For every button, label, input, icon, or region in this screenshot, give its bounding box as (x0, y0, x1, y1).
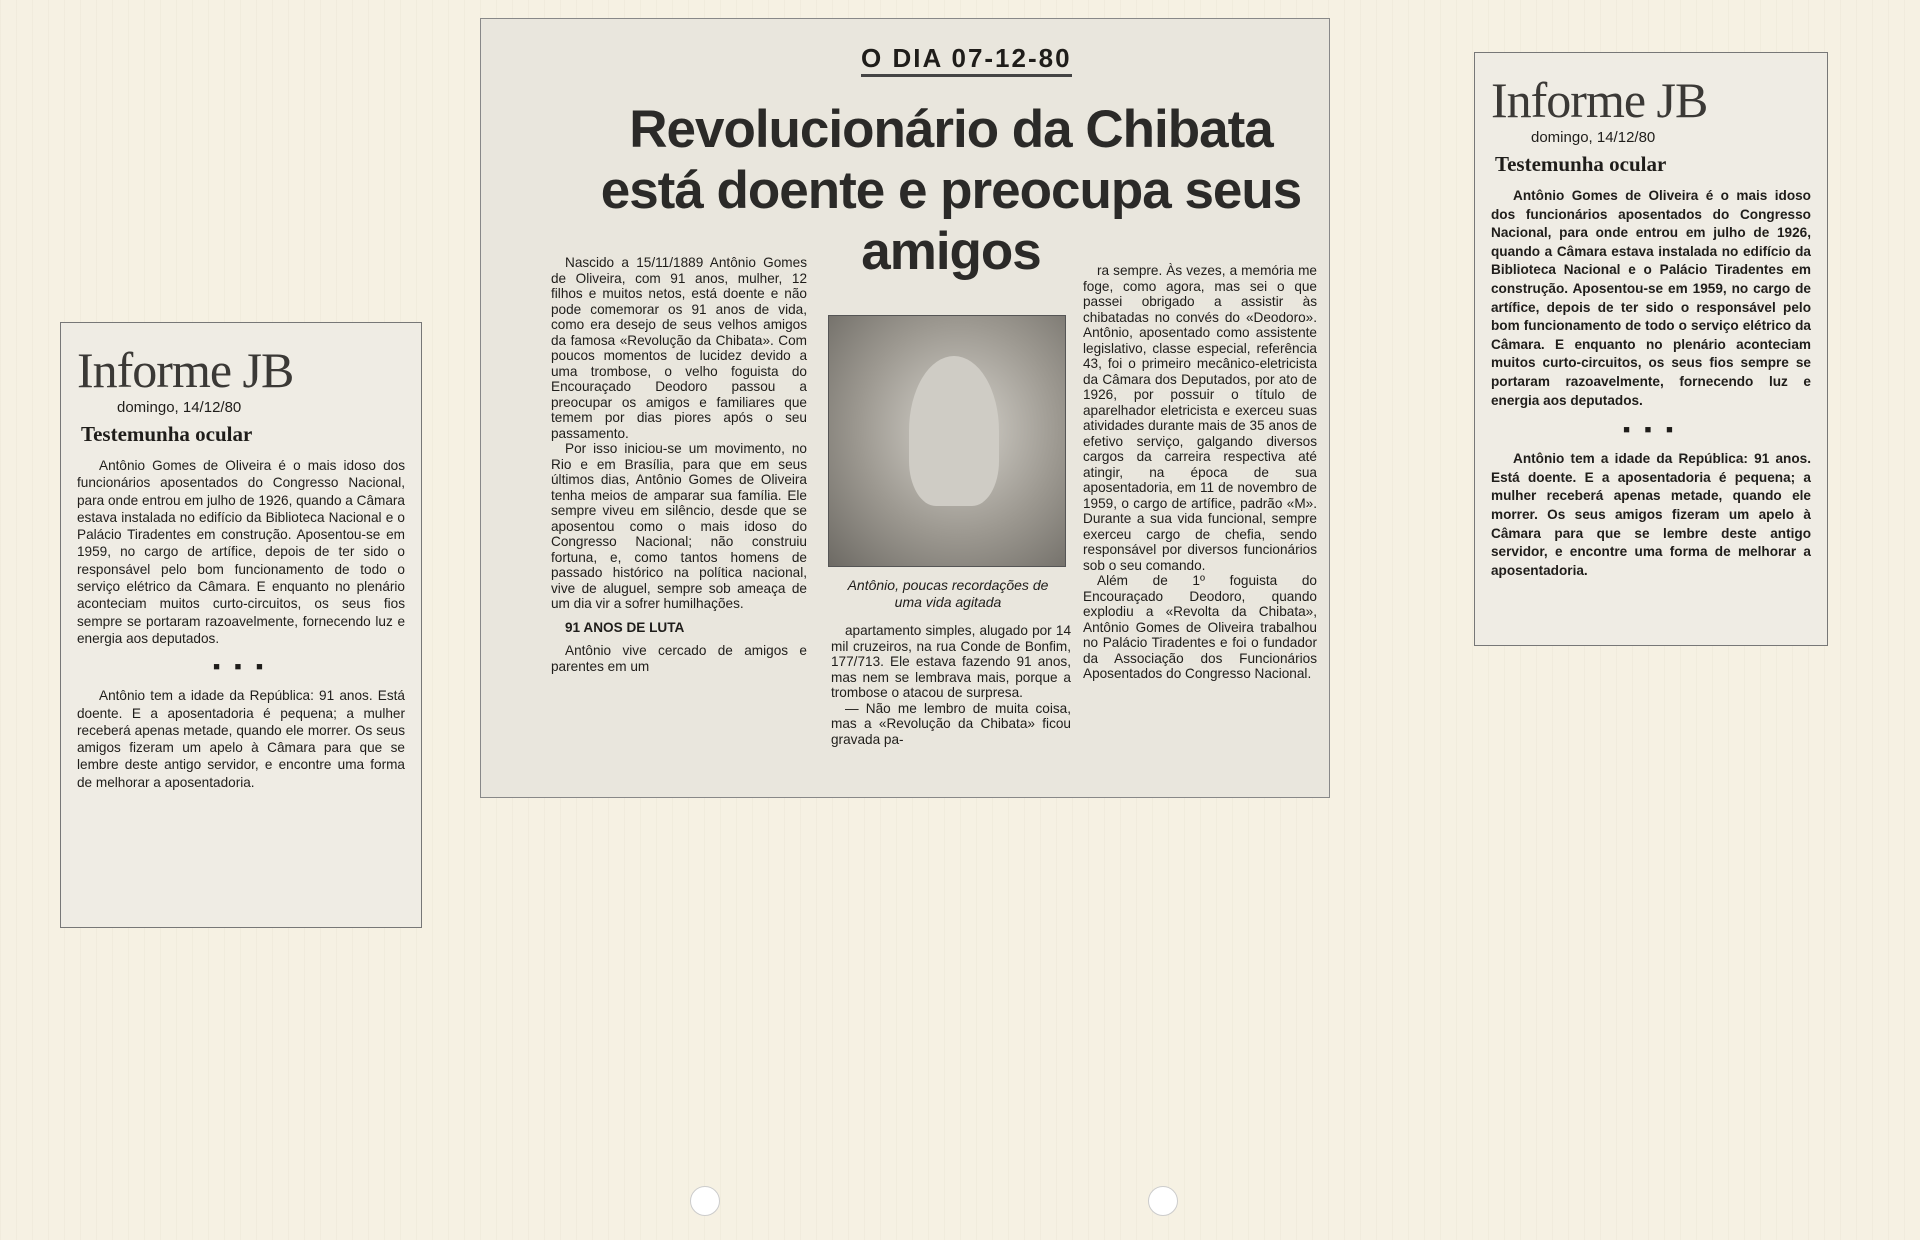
masthead: Informe JB (77, 342, 294, 398)
masthead: Informe JB (1491, 72, 1708, 128)
article-paragraph: apartamento simples, alugado por 14 mil cruzeiros, na rua Conde de Bonfim, 177/713. Ele estava fazendo 91 anos, mas nem se lembrava mais, porque a trombose o atacou de surpresa. (831, 623, 1071, 700)
informe-jb-clipping-left (60, 322, 422, 928)
article-paragraph: Antônio vive cercado de amigos e parentes em um (551, 643, 807, 674)
o-dia-article (480, 18, 1330, 798)
clipping-date: domingo, 14/12/80 (117, 399, 242, 416)
article-paragraph: Por isso iniciou-se um movimento, no Rio e em Brasília, para que em seus últimos dias, Antônio Gomes de Oliveira tenha meios de amparar sua família. Ele sempre viveu em silêncio, desde que se aposentou como o mais idoso do Congresso Nacional; não construiu fortuna, e, como tantos homens de passado histórico na política nacional, vive de aluguel, sempre sob ameaça de um dia vir a sofrer humilhações. (551, 441, 807, 611)
binder-hole (1148, 1186, 1178, 1216)
article-column-2 (831, 623, 1071, 747)
clipping-paragraph: Antônio Gomes de Oliveira é o mais idoso dos funcionários aposentados do Congresso Nacional, para onde entrou em julho de 1926, quando a Câmara estava instalada no edifício da Biblioteca Nacional e o Palácio Tiradentes em construção. Aposentou-se em 1959, no cargo de artífice, depois de ter sido o responsável pelo bom funcionamento de todo o serviço elétrico da Câmara. E enquanto no plenário aconteciam muitos curto-circuitos, os seus fios sempre se portaram razoavelmente, fornecendo luz e energia aos deputados. (1491, 188, 1811, 408)
binder-hole (690, 1186, 720, 1216)
portrait-photo (828, 315, 1066, 567)
headline: Revolucionário da Chibata está doente e preocupa seus amigos (600, 100, 1302, 281)
newspaper-source-date: O DIA 07-12-80 (861, 43, 1072, 77)
clipping-paragraph: Antônio tem a idade da República: 91 anos. Está doente. E a aposentadoria é pequena; a mulher receberá apenas metade, quando ele morrer. Os seus amigos fizeram um apelo à Câmara para que se lembre deste antigo servidor, e encontre uma forma de melhorar a aposentadoria. (1491, 451, 1811, 578)
informe-jb-clipping-right (1474, 52, 1828, 646)
column-kicker: Testemunha ocular (1495, 152, 1667, 176)
article-paragraph: Nascido a 15/11/1889 Antônio Gomes de Oliveira, com 91 anos, mulher, 12 filhos e muitos netos, está doente e não pode comemorar os 91 anos de vida, como era desejo de seus velhos amigos da famosa «Revolução da Chibata». Com poucos momentos de lucidez devido a uma trombose, o velho foguista do Encouraçado Deodoro passou a preocupar os amigos e familiares que temem por dias piores após o seu passamento. (551, 255, 807, 441)
article-paragraph: ra sempre. Às vezes, a memória me foge, como agora, mas sei o que passei obrigado a assistir às chibatadas no convés do «Deodoro». Antônio, aposentado como assistente legislativo, classe especial, referência 43, foi o primeiro mecânico-eletricista da Câmara dos Deputados, por ato de 1926, por possuir o título de aparelhador eletricista e exerceu suas atividades durante mais de 35 anos de efetivo serviço, galgando diversos cargos da carreira respectiva até atingir, na época de sua aposentadoria, em 11 de novembro de 1959, o cargo de artífice, padrão «M». Durante a sua vida funcional, sempre exerceu cargo de chefia, sendo responsável por diversos funcionários sob o seu comando. (1083, 263, 1317, 573)
separator: ■ ■ ■ (1623, 424, 1679, 437)
column-kicker: Testemunha ocular (81, 422, 253, 446)
article-column-1 (551, 255, 807, 674)
article-paragraph: Além de 1º foguista do Encouraçado Deodoro, quando explodiu a «Revolta da Chibata», Antônio Gomes de Oliveira trabalhou no Palácio Tiradentes e foi o fundador da Associação dos Funcionários Aposentados do Congresso Nacional. (1083, 573, 1317, 681)
clipping-paragraph: Antônio Gomes de Oliveira é o mais idoso dos funcionários aposentados do Congresso Nacional, para onde entrou em julho de 1926, quando a Câmara estava instalada no edifício da Biblioteca Nacional e o Palácio Tiradentes em construção. Aposentou-se em 1959, no cargo de artífice, depois de ter sido o responsável pelo bom funcionamento de todo o serviço elétrico da Câmara. E enquanto no plenário aconteciam muitos curto-circuitos, os seus fios sempre se portaram razoavelmente, fornecendo luz e energia aos deputados. (77, 458, 405, 646)
photo-caption: Antônio, poucas recordações de uma vida agitada (847, 577, 1049, 610)
separator: ■ ■ ■ (213, 661, 269, 674)
clipping-date: domingo, 14/12/80 (1531, 129, 1656, 146)
article-column-3 (1083, 263, 1317, 682)
article-subhead: 91 ANOS DE LUTA (565, 619, 685, 635)
clipping-paragraph: Antônio tem a idade da República: 91 anos. Está doente. E a aposentadoria é pequena; a mulher receberá apenas metade, quando ele morrer. Os seus amigos fizeram um apelo à Câmara para que se lembre deste antigo servidor, e encontre uma forma de melhorar a aposentadoria. (77, 688, 405, 790)
person-figure (909, 356, 999, 506)
article-paragraph: — Não me lembro de muita coisa, mas a «Revolução da Chibata» ficou gravada pa- (831, 700, 1071, 747)
